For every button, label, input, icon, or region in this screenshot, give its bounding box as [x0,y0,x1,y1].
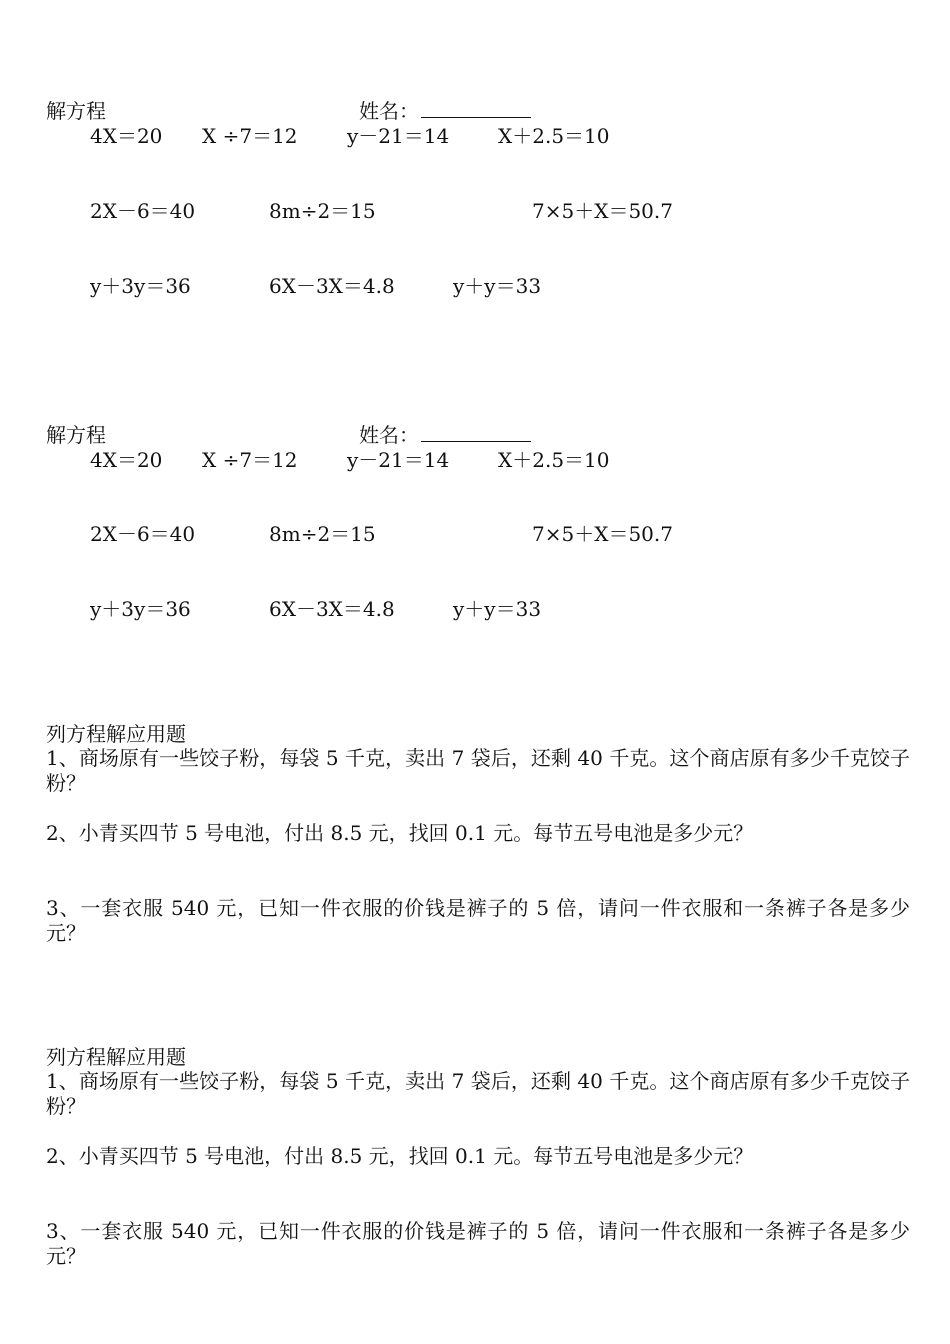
word-problem-1: 1、商场原有一些饺子粉，每袋 5 千克，卖出 7 袋后，还剩 40 千克。这个商店原有多少千克饺子粉？ [46,1069,910,1118]
equation: 4X＝20 [90,124,163,148]
equation: 2X－6＝40 [90,199,196,223]
section-heading: 列方程解应用题 [46,722,186,746]
word-problem-1: 1、商场原有一些饺子粉，每袋 5 千克，卖出 7 袋后，还剩 40 千克。这个商店原有多少千克饺子粉？ [46,746,910,795]
equation: y＋y＝33 [453,597,542,621]
section-heading: 解方程 [46,423,106,447]
word-problem-3: 3、一套衣服 540 元，已知一件衣服的价钱是裤子的 5 倍，请问一件衣服和一条裤子各是多少元？ [46,896,910,945]
equation: y－21＝14 [347,124,450,148]
equation: X＋2.5＝10 [498,448,610,472]
equation: 8m÷2＝15 [269,199,376,223]
equation: y＋3y＝36 [90,274,191,298]
section-heading: 列方程解应用题 [46,1045,186,1069]
name-blank[interactable] [421,99,531,118]
name-field[interactable] [359,99,531,123]
equation: y＋y＝33 [453,274,542,298]
equation: 6X－3X＝4.8 [269,597,395,621]
equation: 7×5＋X＝50.7 [532,199,673,223]
equation: 7×5＋X＝50.7 [532,522,673,546]
word-problem-3: 3、一套衣服 540 元，已知一件衣服的价钱是裤子的 5 倍，请问一件衣服和一条裤子各是多少元？ [46,1219,910,1268]
equation: 4X＝20 [90,448,163,472]
name-blank[interactable] [421,423,531,442]
equation: X ÷7＝12 [202,448,298,472]
name-label: 姓名： [359,99,419,123]
equation: X ÷7＝12 [202,124,298,148]
word-problem-2: 2、小青买四节 5 号电池，付出 8.5 元，找回 0.1 元。每节五号电池是多少元？ [46,1144,754,1168]
name-field[interactable] [359,423,531,447]
equation: 6X－3X＝4.8 [269,274,395,298]
equation: 8m÷2＝15 [269,522,376,546]
equation: y－21＝14 [347,448,450,472]
section-heading: 解方程 [46,99,106,123]
word-problem-2: 2、小青买四节 5 号电池，付出 8.5 元，找回 0.1 元。每节五号电池是多少元？ [46,821,754,845]
equation: y＋3y＝36 [90,597,191,621]
equation: 2X－6＝40 [90,522,196,546]
equation: X＋2.5＝10 [498,124,610,148]
name-label: 姓名： [359,423,419,447]
